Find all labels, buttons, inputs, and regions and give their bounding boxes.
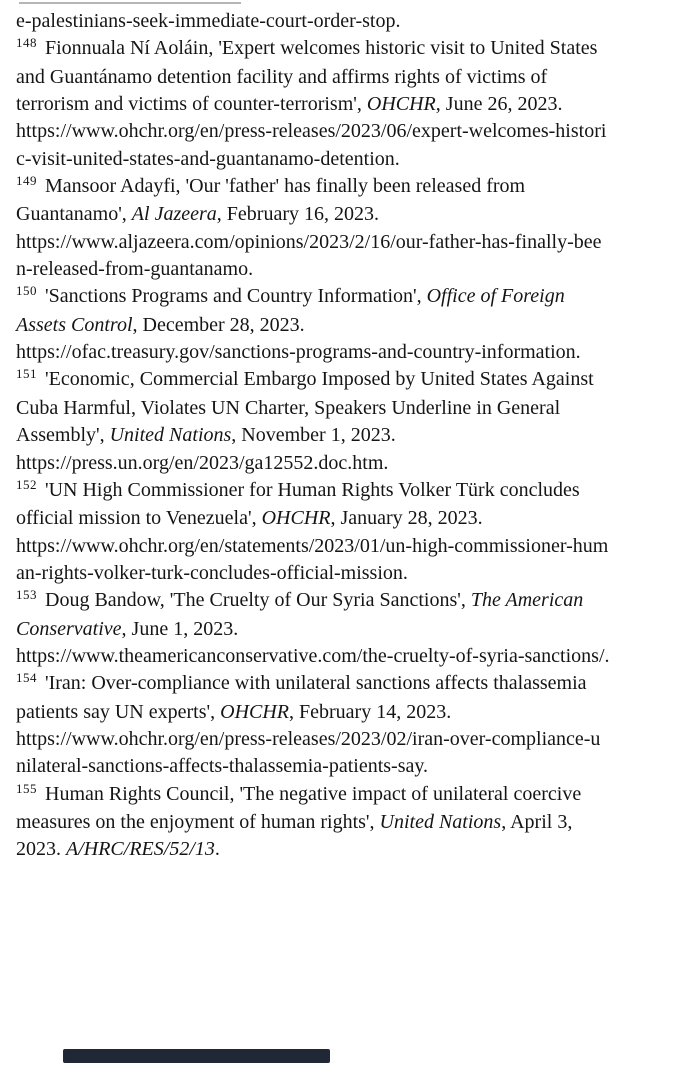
text-segment: nilateral-sanctions-affects-thalassemia-patients-say. (16, 755, 429, 778)
footnote-number: 150 (16, 283, 37, 299)
text-segment: Cuba Harmful, Violates UN Charter, Speakers Underline in General (16, 396, 561, 419)
text-line (16, 560, 692, 587)
previous-line-clipped-fragment (19, 2, 241, 4)
text-segment: 'Economic, Commercial Embargo Imposed by United States Against (45, 368, 594, 391)
text-segment: and Guantánamo detention facility and affirms rights of victims of (16, 65, 548, 88)
text-line (16, 395, 692, 422)
text-line (16, 753, 692, 780)
text-segment: , November 1, 2023. (231, 424, 396, 447)
text-segment-italic: Assets Control (16, 313, 133, 336)
text-line (16, 173, 692, 201)
text-segment-italic: A/HRC/RES/52/13 (66, 838, 215, 861)
text-segment-italic: Conservative (16, 617, 122, 640)
text-line (16, 809, 692, 836)
text-line (16, 699, 692, 726)
text-segment: , April 3, (501, 810, 573, 833)
text-segment: 'Sanctions Programs and Country Information', (45, 285, 427, 308)
text-segment: Assembly', (16, 424, 110, 447)
text-segment: terrorism and victims of counter-terrorism', (16, 93, 367, 116)
text-segment: c-visit-united-states-and-guantanamo-detention. (16, 147, 400, 170)
text-segment: , December 28, 2023. (132, 313, 305, 336)
text-segment: https://ofac.treasury.gov/sanctions-programs-and-country-information. (16, 341, 581, 364)
footnote-number: 148 (16, 35, 37, 51)
text-segment: https://www.aljazeera.com/opinions/2023/2/16/our-father-has-finally-bee (16, 230, 602, 253)
text-line (16, 118, 692, 145)
text-line (16, 616, 692, 643)
text-line (16, 533, 692, 560)
footnote-number: 155 (16, 780, 37, 796)
text-line (16, 35, 692, 63)
text-segment-italic: OHCHR (261, 507, 331, 530)
text-line (16, 422, 692, 449)
footnote-number: 149 (16, 173, 37, 189)
text-line (16, 450, 692, 477)
text-segment-italic: OHCHR (366, 93, 436, 116)
text-segment: Doug Bandow, 'The Cruelty of Our Syria Sanctions', (45, 589, 471, 612)
text-segment: 'UN High Commissioner for Human Rights Volker Türk concludes (45, 478, 580, 501)
text-line (16, 91, 692, 118)
text-line (16, 64, 692, 91)
text-line (16, 726, 692, 753)
text-segment: n-released-from-guantanamo. (16, 258, 254, 281)
footnote-number: 154 (16, 670, 37, 686)
text-segment: patients say UN experts', (16, 700, 221, 723)
text-line (16, 836, 692, 863)
footnote-number: 152 (16, 476, 37, 492)
text-line (16, 781, 692, 809)
text-line (16, 229, 692, 256)
text-segment-italic: United Nations (109, 424, 232, 447)
text-segment: Human Rights Council, 'The negative impact of unilateral coercive (45, 782, 582, 805)
text-segment: https://press.un.org/en/2023/ga12552.doc.htm. (16, 451, 389, 474)
text-segment-italic: The American (470, 589, 584, 612)
text-segment: , January 28, 2023. (330, 507, 483, 530)
text-line (16, 201, 692, 228)
text-line (16, 339, 692, 366)
text-segment: https://www.ohchr.org/en/press-releases/2023/02/iran-over-compliance-u (16, 727, 601, 750)
text-segment: Mansoor Adayfi, 'Our 'father' has finally been released from (45, 175, 526, 198)
text-line (16, 146, 692, 173)
text-line (16, 643, 692, 670)
text-segment: Fionnuala Ní Aoláin, 'Expert welcomes historic visit to United States (45, 37, 598, 60)
bottom-bar[interactable] (63, 1049, 330, 1063)
text-segment: https://www.theamericanconservative.com/the-cruelty-of-syria-sanctions/. (16, 644, 610, 667)
text-line (16, 477, 692, 505)
text-segment-italic: Office of Foreign (426, 285, 565, 308)
footnotes-text (16, 8, 692, 864)
text-line (16, 505, 692, 532)
text-segment: , June 26, 2023. (435, 93, 563, 116)
text-segment: e-palestinians-seek-immediate-court-order-stop. (16, 10, 401, 32)
text-segment: 'Iran: Over-compliance with unilateral sanctions affects thalassemia (45, 672, 587, 695)
text-segment: , February 14, 2023. (289, 700, 452, 723)
text-segment: 2023. (16, 838, 66, 861)
text-line (16, 587, 692, 615)
footnote-number: 151 (16, 366, 37, 382)
text-segment-italic: Al Jazeera (131, 203, 217, 226)
text-segment: an-rights-volker-turk-concludes-official-mission. (16, 561, 408, 584)
text-segment-italic: United Nations (379, 810, 502, 833)
text-segment: , June 1, 2023. (121, 617, 239, 640)
text-line (16, 283, 692, 311)
text-line (16, 312, 692, 339)
text-segment: , February 16, 2023. (216, 203, 379, 226)
text-segment-italic: OHCHR (220, 700, 290, 723)
text-line (16, 366, 692, 394)
text-segment: https://www.ohchr.org/en/press-releases/2023/06/expert-welcomes-histori (16, 120, 607, 143)
text-line (16, 256, 692, 283)
text-segment: Guantanamo', (16, 203, 132, 226)
text-segment: official mission to Venezuela', (16, 507, 262, 530)
text-segment: measures on the enjoyment of human rights', (16, 810, 380, 833)
text-line (16, 670, 692, 698)
text-segment: . (214, 838, 220, 861)
footnote-number: 153 (16, 587, 37, 603)
text-line (16, 8, 692, 35)
text-segment: https://www.ohchr.org/en/statements/2023/01/un-high-commissioner-hum (16, 534, 609, 557)
